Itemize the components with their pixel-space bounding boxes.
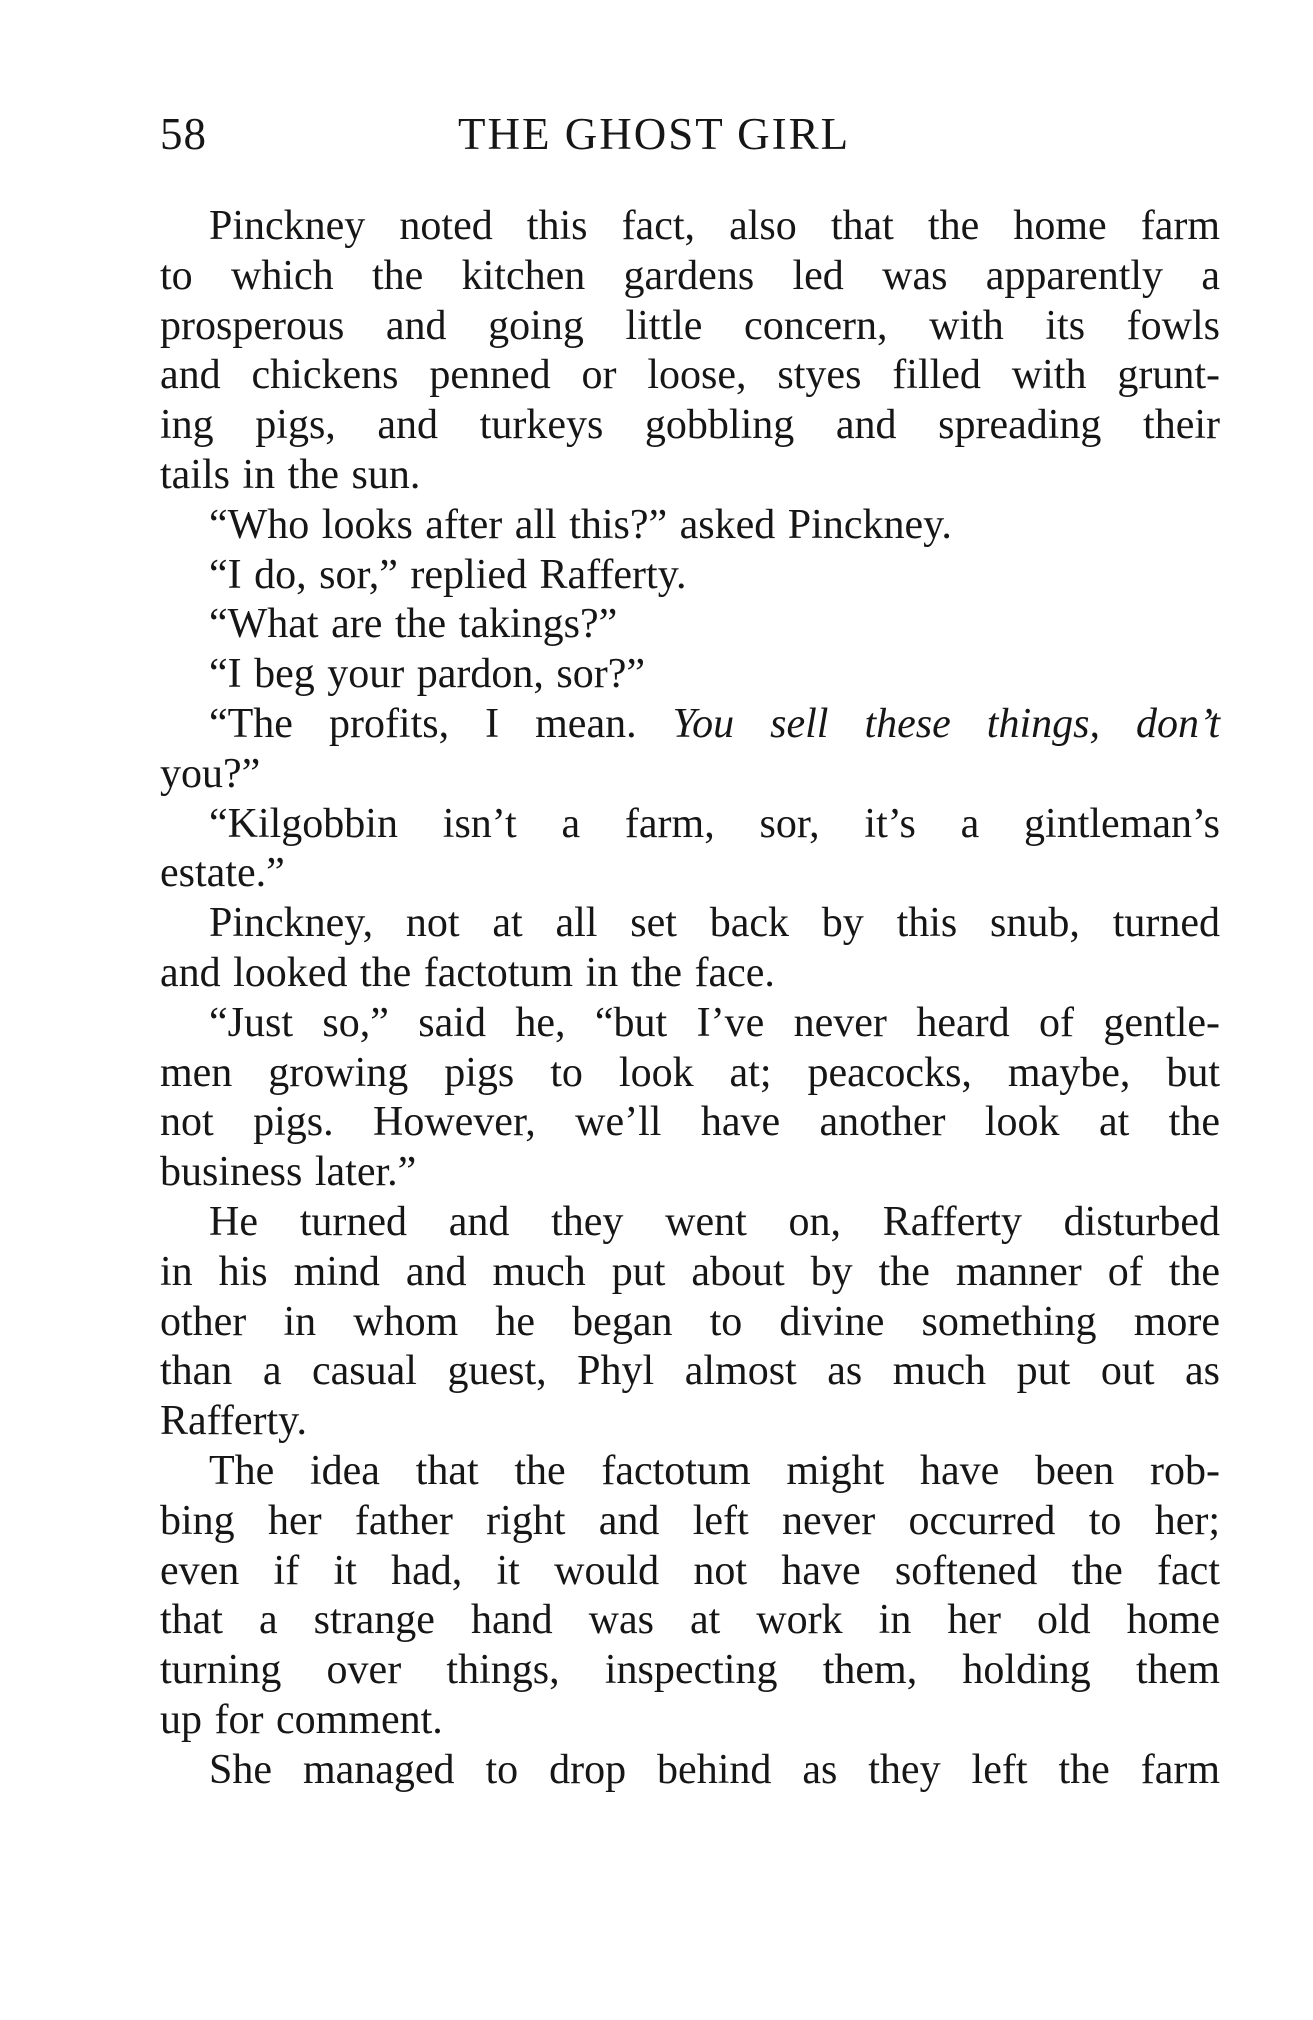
text-line: “I do, sor,” replied Rafferty. (209, 551, 687, 598)
text-line: to which the kitchen gardens led was apparently a (160, 252, 1220, 299)
text-line-italic-part: You sell these things, don’t (672, 700, 1221, 747)
text-line: in his mind and much put about by the manner of the (160, 1248, 1220, 1295)
text-line: other in whom he began to divine something more (160, 1298, 1220, 1345)
text-line: “I beg your pardon, sor?” (209, 651, 645, 698)
text-line: business later.” (160, 1149, 417, 1196)
text-line: men growing pigs to look at; peacocks, maybe, but (160, 1049, 1220, 1096)
running-head: THE GHOST GIRL (458, 109, 851, 159)
text-line: ing pigs, and turkeys gobbling and spreading their (160, 402, 1220, 449)
text-line: He turned and they went on, Rafferty disturbed (209, 1198, 1220, 1245)
text-line: Pinckney, not at all set back by this snub, turned (209, 900, 1220, 947)
text-line: “Kilgobbin isn’t a farm, sor, it’s a gintleman’s (209, 800, 1220, 847)
text-line: “Just so,” said he, “but I’ve never heard of gentle- (209, 999, 1220, 1046)
text-line: and chickens penned or loose, styes filled with grunt- (160, 352, 1220, 399)
text-line: not pigs. However, we’ll have another look at the (160, 1099, 1220, 1146)
text-line-part: “The profits, I mean. (209, 700, 637, 747)
text-line: and looked the factotum in the face. (160, 949, 775, 996)
body-text (160, 202, 1220, 1796)
text-line: “Who looks after all this?” asked Pinckney. (209, 501, 952, 548)
text-line: up for comment. (160, 1696, 443, 1743)
text-line: bing her father right and left never occurred to her; (160, 1497, 1220, 1544)
page-number: 58 (160, 109, 207, 159)
text-line: that a strange hand was at work in her old home (160, 1597, 1220, 1644)
text-line: She managed to drop behind as they left the farm (209, 1746, 1220, 1793)
text-line: than a casual guest, Phyl almost as much put out as (160, 1348, 1220, 1395)
text-line: estate.” (160, 850, 285, 897)
page-header (160, 104, 1220, 164)
text-line: “What are the takings?” (209, 601, 618, 648)
text-line: Rafferty. (160, 1398, 307, 1445)
text-line: Pinckney noted this fact, also that the home farm (209, 203, 1220, 249)
text-line: even if it had, it would not have softened the fact (160, 1547, 1220, 1594)
text-line: turning over things, inspecting them, holding them (160, 1647, 1220, 1694)
text-line: The idea that the factotum might have been rob- (209, 1447, 1220, 1494)
text-line (160, 700, 1220, 750)
text-line: prosperous and going little concern, with its fowls (160, 302, 1220, 349)
text-line: tails in the sun. (160, 451, 421, 498)
text-line: you?” (160, 750, 261, 797)
